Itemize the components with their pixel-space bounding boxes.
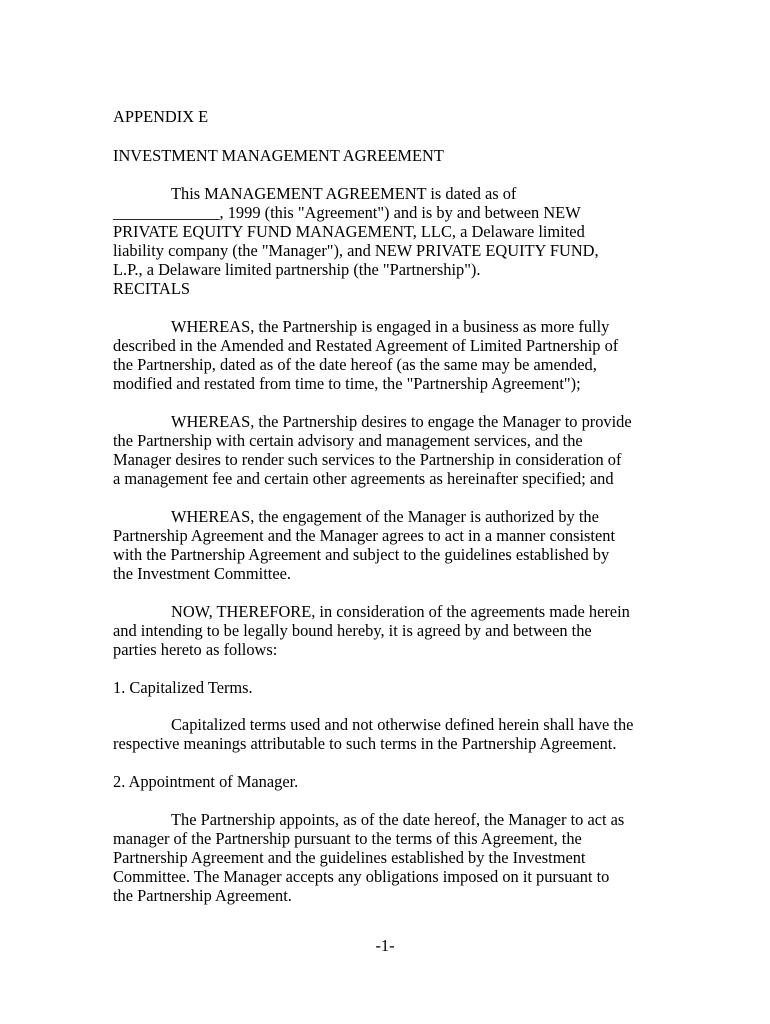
section-1-body: Capitalized terms used and not otherwise defined herein shall have the respective meanings attributable to such terms in the Partnership Agreement. bbox=[113, 715, 634, 753]
appendix-label: APPENDIX E bbox=[113, 107, 209, 126]
whereas-paragraph-1: WHEREAS, the Partnership is engaged in a business as more fully described in the Amended and Restated Agreement of Limited Partnership of the Partnership, dated as of the date hereof (as the same may be amended, modified and restated from time to time, the "Partnership Agreement"); bbox=[113, 317, 619, 393]
section-2-heading: 2. Appointment of Manager. bbox=[113, 772, 299, 791]
now-therefore-paragraph: NOW, THEREFORE, in consideration of the agreements made herein and intending to be legally bound hereby, it is agreed by and between the parties hereto as follows: bbox=[113, 602, 630, 659]
document-title: INVESTMENT MANAGEMENT AGREEMENT bbox=[113, 146, 444, 165]
page-number: -1- bbox=[375, 936, 395, 955]
section-2-body: The Partnership appoints, as of the date hereof, the Manager to act as manager of the Partnership pursuant to the terms of this Agreement, the Partnership Agreement and the guidelines established by the Investment Committee. The Manager accepts any obligations imposed on it pursuant to the Partnership Agreement. bbox=[113, 810, 625, 905]
recitals-heading: RECITALS bbox=[113, 279, 190, 298]
section-1-heading: 1. Capitalized Terms. bbox=[113, 678, 253, 697]
intro-paragraph: This MANAGEMENT AGREEMENT is dated as of _____________, 1999 (this "Agreement") and is by and between NEW PRIVATE EQUITY FUND MANAGEMENT, LLC, a Delaware limited liability company (the "Manager"), and NEW PRIVATE EQUITY FUND, L.P., a Delaware limited partnership (the "Partnership"). RECITALS bbox=[113, 184, 663, 298]
whereas-paragraph-2: WHEREAS, the Partnership desires to engage the Manager to provide the Partnership with certain advisory and management services, and the Manager desires to render such services to the Partnership in consideration of a management fee and certain other agreements as hereinafter specified; and bbox=[113, 412, 632, 488]
whereas-paragraph-3: WHEREAS, the engagement of the Manager is authorized by the Partnership Agreement and the Manager agrees to act in a manner consistent with the Partnership Agreement and subject to the guidelines established by the Investment Committee. bbox=[113, 507, 616, 583]
